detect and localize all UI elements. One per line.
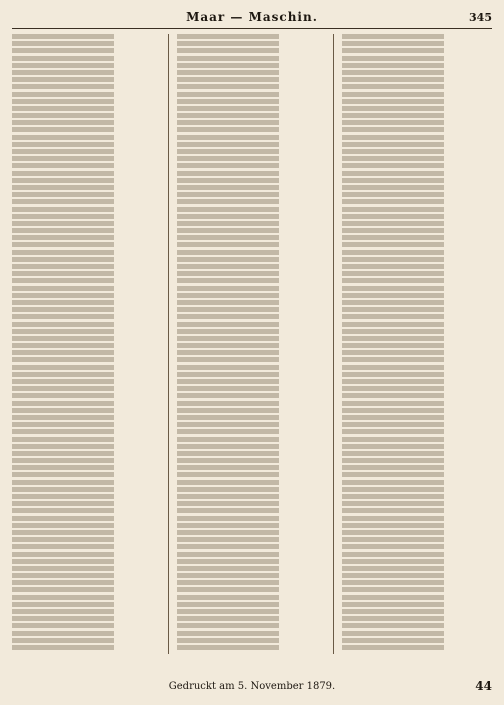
entry-placeholder <box>177 638 327 643</box>
entry-placeholder <box>177 587 327 592</box>
entry-placeholder <box>342 444 492 449</box>
entry-placeholder <box>342 645 492 650</box>
entry-placeholder <box>177 135 327 140</box>
entry-placeholder <box>177 192 327 197</box>
entry-placeholder <box>177 631 327 636</box>
entry-placeholder <box>342 178 492 183</box>
entry-placeholder <box>177 616 327 621</box>
entry-placeholder <box>12 322 162 327</box>
entry-placeholder <box>177 120 327 125</box>
entry-placeholder <box>177 63 327 68</box>
entry-placeholder <box>342 508 492 513</box>
entry-placeholder <box>342 451 492 456</box>
entry-placeholder <box>342 63 492 68</box>
entry-placeholder <box>12 451 162 456</box>
entry-placeholder <box>12 566 162 571</box>
page-footer <box>12 679 492 693</box>
entry-placeholder <box>177 458 327 463</box>
entry-placeholder <box>177 34 327 39</box>
entry-placeholder <box>12 429 162 434</box>
entry-placeholder <box>342 343 492 348</box>
entry-placeholder <box>12 638 162 643</box>
entry-placeholder <box>12 228 162 233</box>
entry-placeholder <box>342 530 492 535</box>
entry-placeholder <box>177 214 327 219</box>
entry-placeholder <box>177 207 327 212</box>
entry-placeholder <box>177 163 327 168</box>
entry-placeholder <box>12 171 162 176</box>
entry-placeholder <box>342 207 492 212</box>
entry-placeholder <box>342 92 492 97</box>
entry-placeholder <box>177 544 327 549</box>
entry-placeholder <box>12 314 162 319</box>
entry-placeholder <box>177 415 327 420</box>
entry-placeholder <box>342 494 492 499</box>
entry-placeholder <box>12 56 162 61</box>
entry-placeholder <box>12 559 162 564</box>
entry-placeholder <box>12 609 162 614</box>
entry-placeholder <box>12 465 162 470</box>
entry-placeholder <box>12 242 162 247</box>
entry-placeholder <box>342 501 492 506</box>
entry-placeholder <box>177 559 327 564</box>
entry-placeholder <box>177 465 327 470</box>
column-middle <box>177 34 334 654</box>
entry-placeholder <box>342 113 492 118</box>
entry-placeholder <box>342 480 492 485</box>
entry-placeholder <box>12 393 162 398</box>
entry-placeholder <box>342 329 492 334</box>
entry-placeholder <box>342 56 492 61</box>
entry-placeholder <box>342 314 492 319</box>
entry-placeholder <box>342 516 492 521</box>
entry-placeholder <box>342 559 492 564</box>
entry-placeholder <box>177 401 327 406</box>
entry-placeholder <box>342 401 492 406</box>
entry-placeholder <box>342 149 492 154</box>
entry-placeholder <box>12 199 162 204</box>
entry-placeholder <box>177 257 327 262</box>
entry-placeholder <box>342 580 492 585</box>
entry-placeholder <box>342 199 492 204</box>
entry-placeholder <box>12 235 162 240</box>
entry-placeholder <box>342 437 492 442</box>
entry-placeholder <box>12 135 162 140</box>
entry-placeholder <box>12 487 162 492</box>
entry-placeholder <box>342 300 492 305</box>
entry-placeholder <box>12 178 162 183</box>
entry-placeholder <box>177 602 327 607</box>
entry-placeholder <box>12 84 162 89</box>
entry-placeholder <box>342 552 492 557</box>
entry-placeholder <box>177 235 327 240</box>
entry-placeholder <box>177 357 327 362</box>
entry-placeholder <box>12 552 162 557</box>
entry-placeholder <box>342 544 492 549</box>
entry-placeholder <box>177 199 327 204</box>
entry-placeholder <box>12 92 162 97</box>
entry-placeholder <box>12 573 162 578</box>
entry-placeholder <box>342 336 492 341</box>
entry-placeholder <box>12 48 162 53</box>
entry-placeholder <box>12 63 162 68</box>
entry-placeholder <box>177 84 327 89</box>
entry-placeholder <box>342 142 492 147</box>
entry-placeholder <box>177 228 327 233</box>
entry-placeholder <box>177 77 327 82</box>
entry-placeholder <box>177 48 327 53</box>
entry-placeholder <box>177 178 327 183</box>
entry-placeholder <box>12 77 162 82</box>
entry-placeholder <box>342 242 492 247</box>
entry-placeholder <box>177 573 327 578</box>
entry-placeholder <box>177 106 327 111</box>
entry-placeholder <box>12 336 162 341</box>
entry-placeholder <box>342 106 492 111</box>
entry-placeholder <box>12 127 162 132</box>
entry-placeholder <box>12 501 162 506</box>
entry-placeholder <box>342 623 492 628</box>
entry-placeholder <box>12 99 162 104</box>
entry-placeholder <box>342 34 492 39</box>
page-header <box>12 10 492 29</box>
entry-placeholder <box>12 350 162 355</box>
entry-placeholder <box>342 171 492 176</box>
entry-placeholder <box>342 357 492 362</box>
entry-placeholder <box>12 221 162 226</box>
entry-placeholder <box>342 429 492 434</box>
entry-placeholder <box>12 386 162 391</box>
entry-placeholder <box>12 250 162 255</box>
entry-placeholder <box>12 329 162 334</box>
entry-placeholder <box>12 616 162 621</box>
entry-placeholder <box>177 99 327 104</box>
entry-placeholder <box>12 537 162 542</box>
entry-placeholder <box>12 372 162 377</box>
entry-placeholder <box>12 357 162 362</box>
entry-placeholder <box>12 544 162 549</box>
entry-placeholder <box>177 623 327 628</box>
entry-placeholder <box>177 480 327 485</box>
entry-placeholder <box>177 278 327 283</box>
entry-placeholder <box>12 185 162 190</box>
entry-placeholder <box>342 192 492 197</box>
entry-placeholder <box>342 372 492 377</box>
entry-placeholder <box>342 573 492 578</box>
entry-placeholder <box>12 645 162 650</box>
entry-placeholder <box>177 552 327 557</box>
entry-placeholder <box>177 142 327 147</box>
entry-placeholder <box>342 185 492 190</box>
running-head: Maar — Maschin. <box>186 10 318 24</box>
entry-placeholder <box>342 293 492 298</box>
entry-placeholder <box>342 566 492 571</box>
entry-placeholder <box>177 293 327 298</box>
entry-placeholder <box>342 616 492 621</box>
entry-placeholder <box>12 408 162 413</box>
entry-placeholder <box>342 235 492 240</box>
entry-placeholder <box>177 264 327 269</box>
entry-placeholder <box>12 113 162 118</box>
entry-placeholder <box>342 393 492 398</box>
entry-placeholder <box>177 70 327 75</box>
entry-placeholder <box>342 307 492 312</box>
entry-placeholder <box>12 106 162 111</box>
entry-placeholder <box>12 307 162 312</box>
entry-placeholder <box>12 214 162 219</box>
entry-placeholder <box>342 379 492 384</box>
entry-placeholder <box>177 451 327 456</box>
entry-placeholder <box>12 458 162 463</box>
entry-placeholder <box>342 84 492 89</box>
entry-placeholder <box>342 415 492 420</box>
entry-placeholder <box>12 149 162 154</box>
entry-placeholder <box>177 127 327 132</box>
entry-columns <box>12 34 492 654</box>
entry-placeholder <box>342 271 492 276</box>
entry-placeholder <box>177 444 327 449</box>
entry-placeholder <box>177 365 327 370</box>
entry-placeholder <box>177 508 327 513</box>
entry-placeholder <box>342 163 492 168</box>
entry-placeholder <box>177 185 327 190</box>
entry-placeholder <box>342 221 492 226</box>
entry-placeholder <box>12 192 162 197</box>
entry-placeholder <box>177 92 327 97</box>
entry-placeholder <box>177 322 327 327</box>
entry-placeholder <box>177 530 327 535</box>
entry-placeholder <box>342 631 492 636</box>
entry-placeholder <box>342 487 492 492</box>
entry-placeholder <box>12 422 162 427</box>
entry-placeholder <box>12 286 162 291</box>
entry-placeholder <box>177 386 327 391</box>
entry-placeholder <box>12 480 162 485</box>
entry-placeholder <box>177 422 327 427</box>
entry-placeholder <box>12 365 162 370</box>
entry-placeholder <box>177 472 327 477</box>
entry-placeholder <box>12 580 162 585</box>
entry-placeholder <box>12 271 162 276</box>
entry-placeholder <box>342 156 492 161</box>
entry-placeholder <box>177 429 327 434</box>
entry-placeholder <box>12 472 162 477</box>
entry-placeholder <box>12 508 162 513</box>
entry-placeholder <box>177 242 327 247</box>
entry-placeholder <box>342 408 492 413</box>
entry-placeholder <box>177 314 327 319</box>
entry-placeholder <box>177 645 327 650</box>
entry-placeholder <box>342 523 492 528</box>
entry-placeholder <box>177 516 327 521</box>
entry-placeholder <box>177 523 327 528</box>
entry-placeholder <box>342 77 492 82</box>
entry-placeholder <box>342 458 492 463</box>
entry-placeholder <box>12 264 162 269</box>
entry-placeholder <box>342 322 492 327</box>
entry-placeholder <box>177 494 327 499</box>
signature-mark: 44 <box>475 679 492 693</box>
entry-placeholder <box>342 120 492 125</box>
entry-placeholder <box>342 278 492 283</box>
entry-placeholder <box>342 135 492 140</box>
entry-placeholder <box>12 602 162 607</box>
entry-placeholder <box>342 386 492 391</box>
print-date: Gedruckt am 5. November 1879. <box>168 680 336 692</box>
column-left <box>12 34 169 654</box>
entry-placeholder <box>12 207 162 212</box>
entry-placeholder <box>342 350 492 355</box>
entry-placeholder <box>342 41 492 46</box>
entry-placeholder <box>177 250 327 255</box>
entry-placeholder <box>12 278 162 283</box>
entry-placeholder <box>12 587 162 592</box>
entry-placeholder <box>12 444 162 449</box>
entry-placeholder <box>342 257 492 262</box>
entry-placeholder <box>12 530 162 535</box>
entry-placeholder <box>342 48 492 53</box>
entry-placeholder <box>12 163 162 168</box>
entry-placeholder <box>12 343 162 348</box>
entry-placeholder <box>12 300 162 305</box>
entry-placeholder <box>12 379 162 384</box>
entry-placeholder <box>177 329 327 334</box>
entry-placeholder <box>342 602 492 607</box>
entry-placeholder <box>177 41 327 46</box>
entry-placeholder <box>12 120 162 125</box>
entry-placeholder <box>12 142 162 147</box>
entry-placeholder <box>342 365 492 370</box>
entry-placeholder <box>342 537 492 542</box>
entry-placeholder <box>177 566 327 571</box>
entry-placeholder <box>177 156 327 161</box>
entry-placeholder <box>177 595 327 600</box>
entry-placeholder <box>177 609 327 614</box>
entry-placeholder <box>177 350 327 355</box>
entry-placeholder <box>177 343 327 348</box>
entry-placeholder <box>342 465 492 470</box>
entry-placeholder <box>342 250 492 255</box>
entry-placeholder <box>177 408 327 413</box>
entry-placeholder <box>12 293 162 298</box>
entry-placeholder <box>12 631 162 636</box>
entry-placeholder <box>177 113 327 118</box>
entry-placeholder <box>342 595 492 600</box>
entry-placeholder <box>177 393 327 398</box>
entry-placeholder <box>12 595 162 600</box>
entry-placeholder <box>12 415 162 420</box>
entry-placeholder <box>342 609 492 614</box>
entry-placeholder <box>12 34 162 39</box>
page-number: 345 <box>469 11 492 24</box>
entry-placeholder <box>177 171 327 176</box>
entry-placeholder <box>177 56 327 61</box>
entry-placeholder <box>12 494 162 499</box>
entry-placeholder <box>342 70 492 75</box>
entry-placeholder <box>177 437 327 442</box>
entry-placeholder <box>342 127 492 132</box>
entry-placeholder <box>177 300 327 305</box>
entry-placeholder <box>12 623 162 628</box>
entry-placeholder <box>12 70 162 75</box>
entry-placeholder <box>177 286 327 291</box>
entry-placeholder <box>177 221 327 226</box>
entry-placeholder <box>342 472 492 477</box>
entry-placeholder <box>342 638 492 643</box>
entry-placeholder <box>342 214 492 219</box>
entry-placeholder <box>12 41 162 46</box>
entry-placeholder <box>177 379 327 384</box>
entry-placeholder <box>177 307 327 312</box>
entry-placeholder <box>12 156 162 161</box>
entry-placeholder <box>177 271 327 276</box>
entry-placeholder <box>342 587 492 592</box>
entry-placeholder <box>177 501 327 506</box>
entry-placeholder <box>12 257 162 262</box>
entry-placeholder <box>177 580 327 585</box>
entry-placeholder <box>12 523 162 528</box>
entry-placeholder <box>177 537 327 542</box>
entry-placeholder <box>342 422 492 427</box>
entry-placeholder <box>12 401 162 406</box>
entry-placeholder <box>177 487 327 492</box>
entry-placeholder <box>342 228 492 233</box>
entry-placeholder <box>12 437 162 442</box>
entry-placeholder <box>342 264 492 269</box>
entry-placeholder <box>177 372 327 377</box>
entry-placeholder <box>342 286 492 291</box>
entry-placeholder <box>342 99 492 104</box>
column-right <box>342 34 492 654</box>
entry-placeholder <box>12 516 162 521</box>
entry-placeholder <box>177 336 327 341</box>
entry-placeholder <box>177 149 327 154</box>
